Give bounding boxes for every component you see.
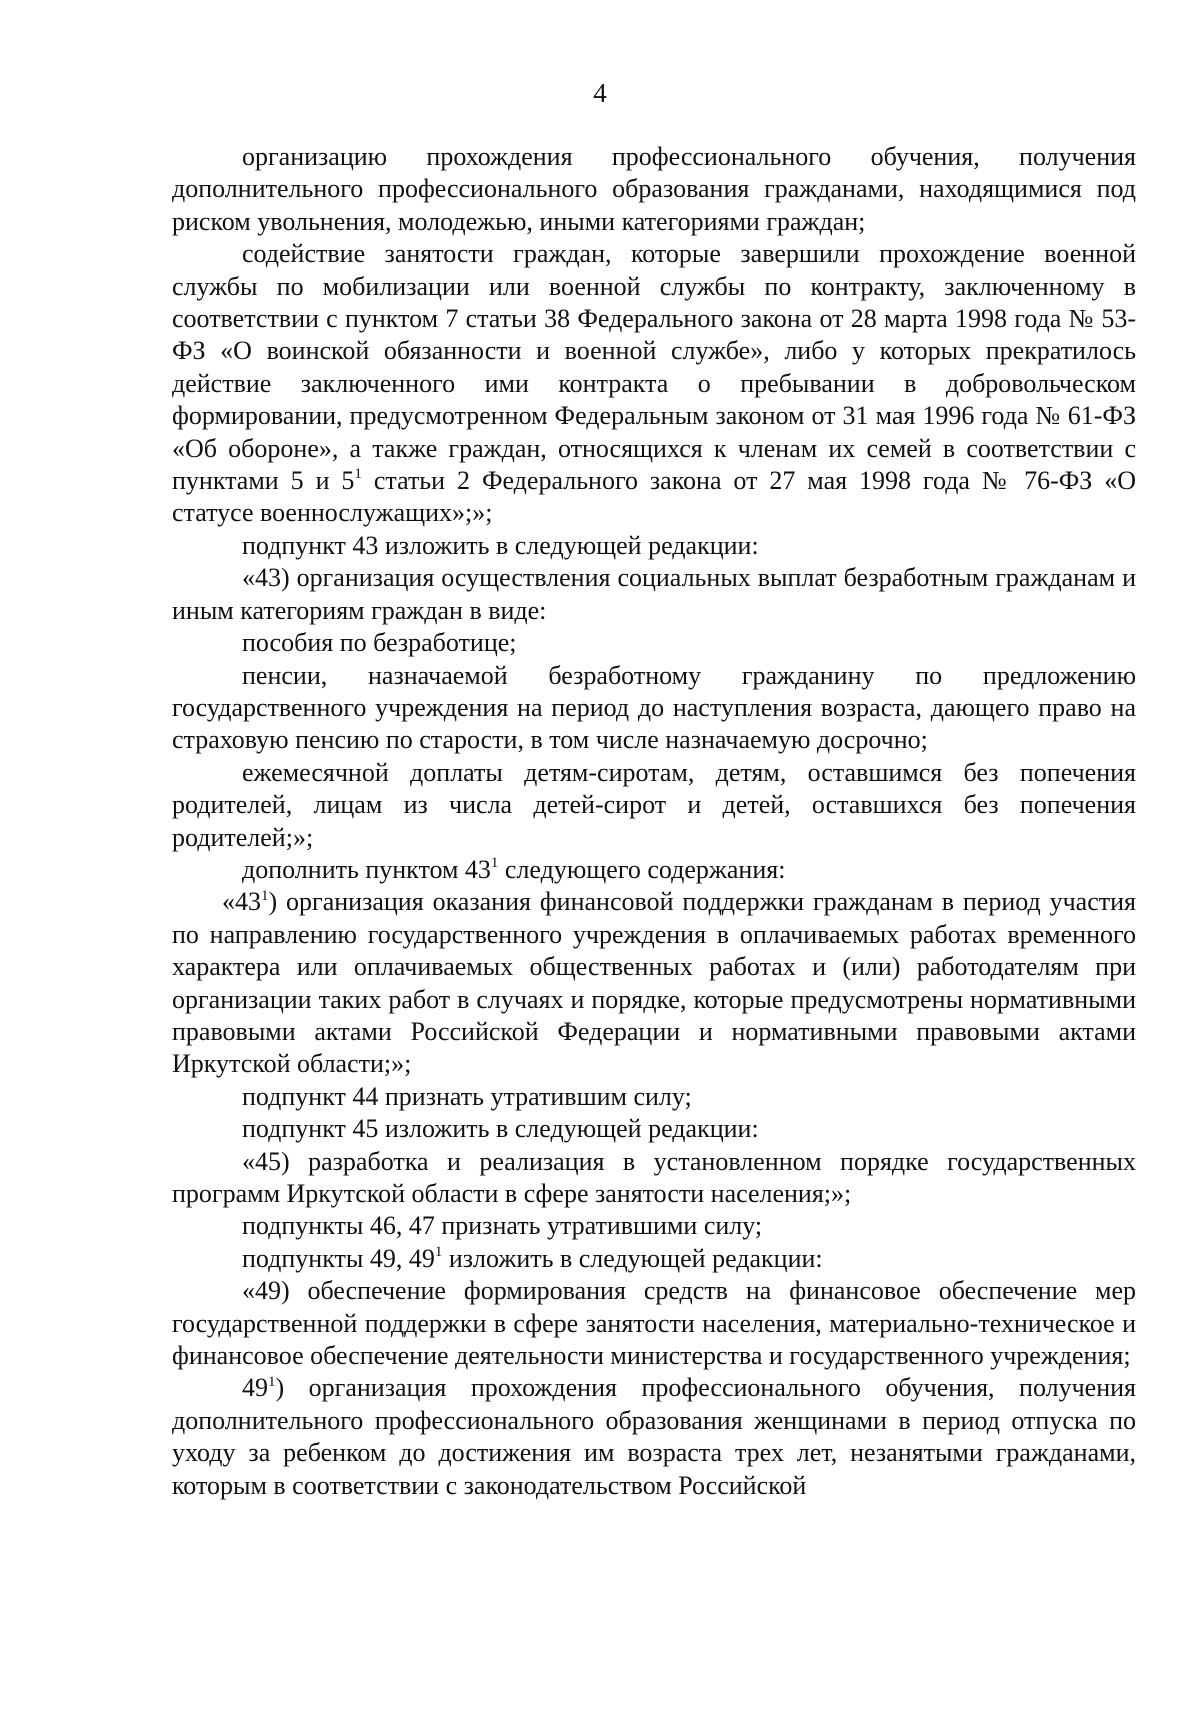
paragraph: пенсии, назначаемой безработному гражданину по предложению государственного учреждения на период до наступления возраста, дающего право на страховую пенсию по старости, в том числе назначаемую досрочно; [172, 660, 1136, 755]
paragraph: «45) разработка и реализация в установленном порядке государственных программ Иркутской области в сфере занятости населения;»; [172, 1146, 1136, 1208]
paragraph: подпункты 49, $49^1$ изложить в следующей редакции: [242, 1243, 823, 1273]
paragraph: $49^1$) организация прохождения профессионального обучения, получения дополнительного профессионального образования женщинами в период отпуска по уходу за ребенком до достижения им возраста трех лет, незанятыми гражданами, которым в соответствии с законодательством Российской [172, 1373, 1136, 1500]
superscript: 1 [490, 855, 499, 872]
superscript: 1 [434, 1244, 443, 1261]
paragraph: пособия по безработице; [242, 628, 517, 658]
document-body [172, 141, 1136, 1502]
paragraph: подпункт 45 изложить в следующей редакции: [242, 1114, 759, 1144]
paragraph: «49) обеспечение формирования средств на финансовое обеспечение мер государственной поддержки в сфере занятости населения, материально-техническое и финансовое обеспечение деятельности министерства и государственного учреждения; [172, 1276, 1136, 1371]
superscript: 1 [354, 466, 362, 483]
page-number: 4 [593, 78, 607, 108]
paragraph: подпункт 43 изложить в следующей редакции: [242, 530, 759, 560]
paragraph: «$43^1$) организация оказания финансовой поддержки гражданам в период участия по направлению государственного учреждения в оплачиваемых работах временного характера или оплачиваемых общественных работах и (или) работодателям при организации таких работ в случаях и порядке, которые предусмотрены нормативными правовыми актами Российской Федерации и нормативными правовыми актами Иркутской области;»; [172, 887, 1136, 1079]
paragraph: подпункт 44 признать утратившим силу; [242, 1081, 692, 1111]
paragraph: организацию прохождения профессионального обучения, получения дополнительного профессионального образования гражданами, находящимися под риском увольнения, молодежью, иными категориями граждан; [172, 142, 1136, 236]
paragraph: ежемесячной доплаты детям-сиротам, детям, оставшимся без попечения родителей, лицам из числа детей-сирот и детей, оставшихся без попечения родителей;»; [172, 757, 1136, 852]
paragraph: дополнить пунктом $43^1$ следующего содержания: [242, 854, 786, 884]
paragraph: содействие занятости граждан, которые завершили прохождение военной службы по мобилизации или военной службы по контракту, заключенному в соответствии с пунктом 7 статьи 38 Федерального закона от 28 марта 1998 года № 53-ФЗ «О воинской обязанности и военной службе», либо у которых прекратилось действие заключенного ими контракта о пребывании в добровольческом формировании, предусмотренном Федеральным законом от 31 мая 1996 года № 61-ФЗ «Об обороне», а также граждан, относящихся к членам их семей в соответствии с пунктами 5 и $5^1$ статьи 2 Федерального закона от 27 мая 1998 года № 76-ФЗ «О статусе военнослужащих»;»; [172, 239, 1136, 528]
superscript: 1 [261, 887, 269, 904]
paragraph: подпункты 46, 47 признать утратившими силу; [242, 1211, 763, 1241]
superscript: 1 [268, 1373, 276, 1390]
paragraph: «43) организация осуществления социальных выплат безработным гражданам и иным категориям граждан в виде: [172, 563, 1136, 625]
